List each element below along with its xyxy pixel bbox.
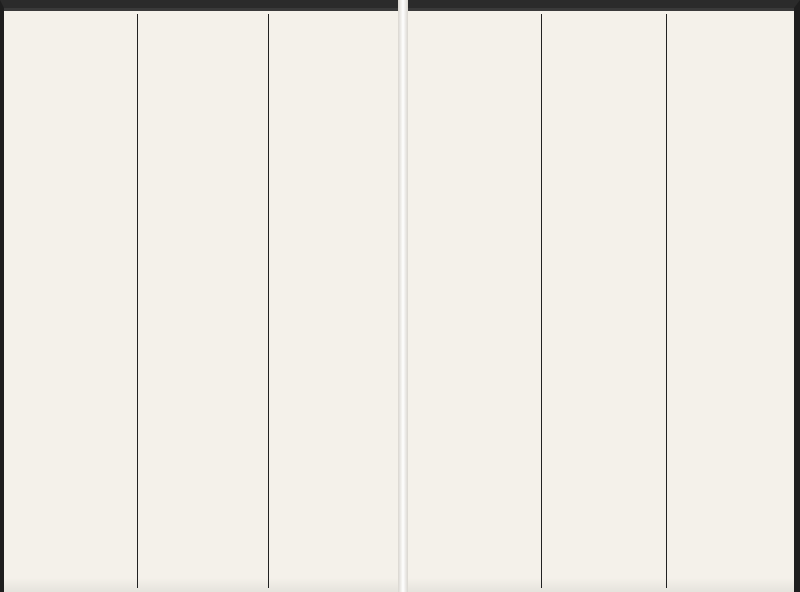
column-divider [541,14,542,588]
right-page-column-1 [414,16,538,586]
page-shadow [4,578,398,592]
left-page [0,0,398,592]
page-header-rule [4,8,398,11]
left-page-column-1 [10,16,134,586]
page-shadow [408,578,794,592]
column-divider [268,14,269,588]
page-header-rule [408,8,794,11]
left-page-column-2 [141,16,265,586]
column-divider [137,14,138,588]
page-gutter [398,0,408,592]
right-page [408,0,800,592]
column-divider [666,14,667,588]
right-page-column-3 [670,16,788,586]
right-page-column-2 [545,16,663,586]
left-page-column-3 [272,16,394,586]
